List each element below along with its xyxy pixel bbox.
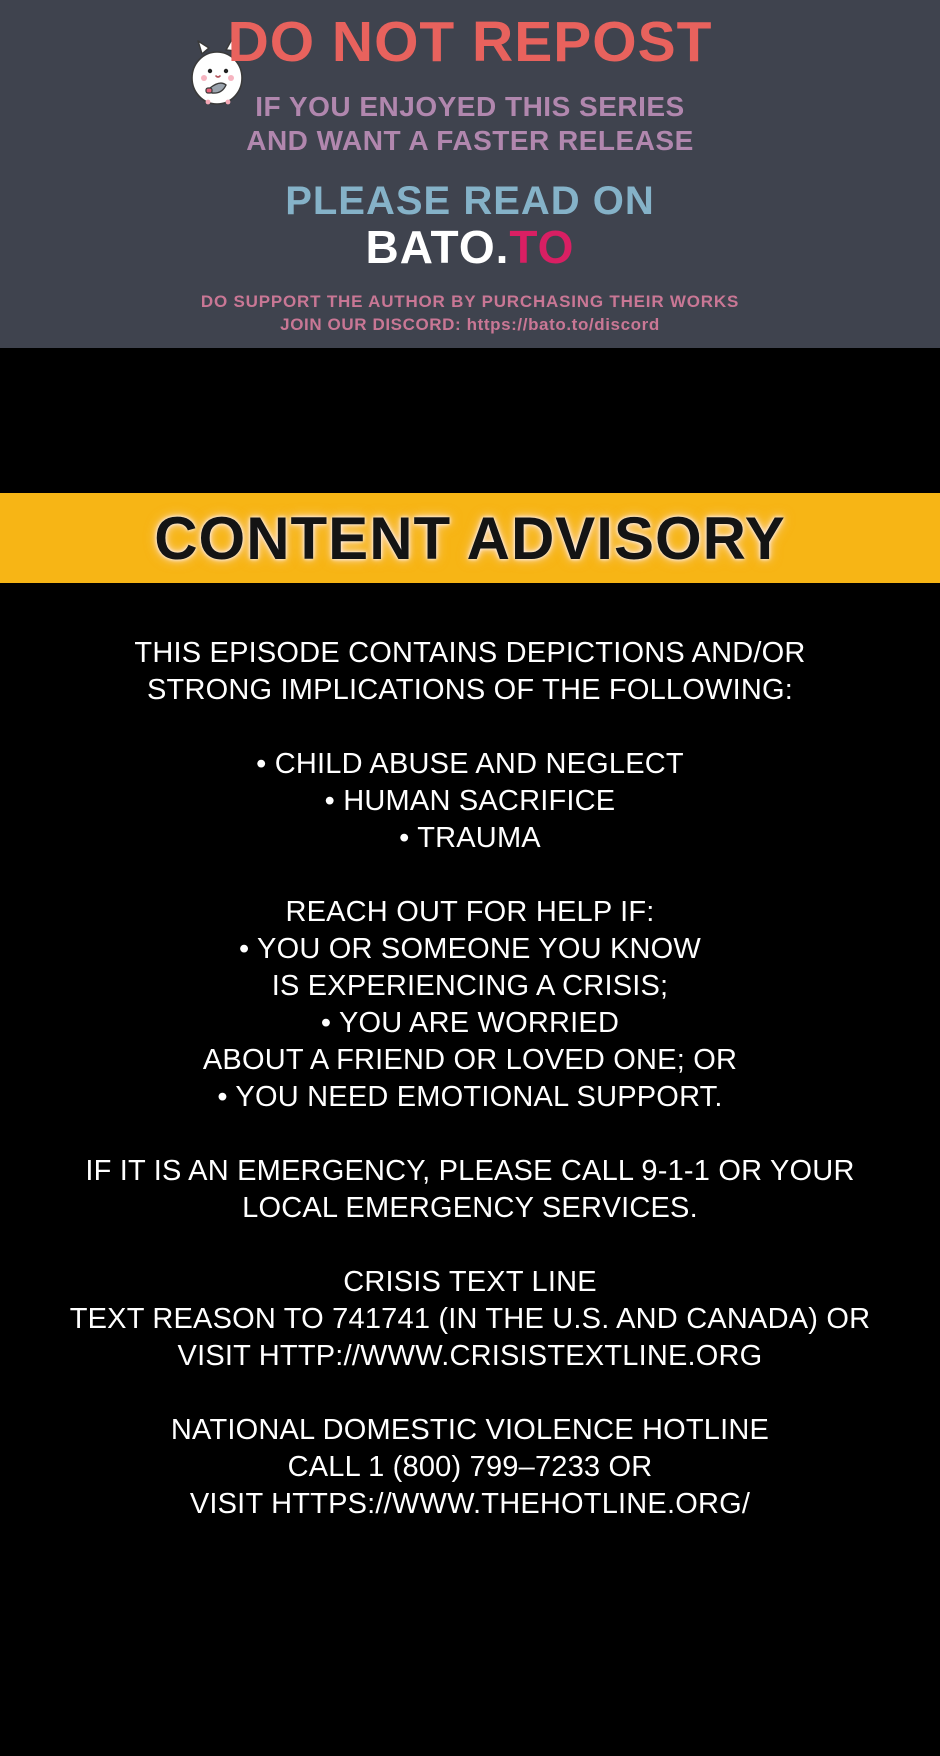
advisory-paragraph <box>0 635 940 709</box>
advisory-line: STRONG IMPLICATIONS OF THE FOLLOWING: <box>147 674 793 706</box>
discord-link-line: JOIN OUR DISCORD: https://bato.to/discord <box>280 315 660 334</box>
advisory-paragraph <box>0 1264 940 1375</box>
faster-release-line: AND WANT A FASTER RELEASE <box>246 125 694 156</box>
advisory-line: NATIONAL DOMESTIC VIOLENCE HOTLINE <box>170 1414 770 1446</box>
advisory-body <box>0 635 940 1523</box>
advisory-line: TEXT REASON TO 741741 (IN THE U.S. AND CANADA) OR <box>69 1303 871 1335</box>
support-author-line: DO SUPPORT THE AUTHOR BY PURCHASING THEIR WORKS <box>200 292 740 311</box>
advisory-line: LOCAL EMERGENCY SERVICES. <box>242 1192 698 1224</box>
advisory-line: • YOU ARE WORRIED <box>320 1007 620 1039</box>
advisory-line: IS EXPERIENCING A CRISIS; <box>271 970 669 1002</box>
content-advisory-banner <box>0 493 940 583</box>
advisory-line: CRISIS TEXT LINE <box>343 1266 597 1298</box>
site-tld: TO <box>509 221 575 273</box>
advisory-paragraph <box>0 746 940 857</box>
advisory-paragraph <box>0 1153 940 1227</box>
advisory-line: CALL 1 (800) 799–7233 OR <box>287 1451 653 1483</box>
advisory-line: • TRAUMA <box>399 822 541 854</box>
advisory-line: THIS EPISODE CONTAINS DEPICTIONS AND/OR <box>134 637 806 669</box>
content-advisory-title: CONTENT ADVISORY <box>154 504 786 572</box>
advisory-line: • HUMAN SACRIFICE <box>324 785 616 817</box>
advisory-line: REACH OUT FOR HELP IF: <box>285 896 655 928</box>
site-wordmark <box>0 222 940 272</box>
advisory-line: VISIT HTTPS://WWW.THEHOTLINE.ORG/ <box>189 1488 751 1520</box>
advisory-line: IF IT IS AN EMERGENCY, PLEASE CALL 9-1-1 OR YOUR <box>85 1155 855 1187</box>
repost-warning-header <box>0 0 940 348</box>
advisory-paragraph <box>0 894 940 1116</box>
advisory-line: • YOU NEED EMOTIONAL SUPPORT. <box>217 1081 723 1113</box>
advisory-line: • YOU OR SOMEONE YOU KNOW <box>238 933 702 965</box>
spacer-black-gap <box>0 348 940 493</box>
site-name: BATO. <box>365 221 510 273</box>
advisory-line: VISIT HTTP://WWW.CRISISTEXTLINE.ORG <box>177 1340 763 1372</box>
advisory-paragraph <box>0 1412 940 1523</box>
advisory-line: ABOUT A FRIEND OR LOVED ONE; OR <box>202 1044 738 1076</box>
do-not-repost-title: DO NOT REPOST <box>227 10 713 74</box>
advisory-line: • CHILD ABUSE AND NEGLECT <box>256 748 684 780</box>
enjoyed-series-line: IF YOU ENJOYED THIS SERIES <box>255 91 685 122</box>
please-read-on-label: PLEASE READ ON <box>285 179 655 223</box>
